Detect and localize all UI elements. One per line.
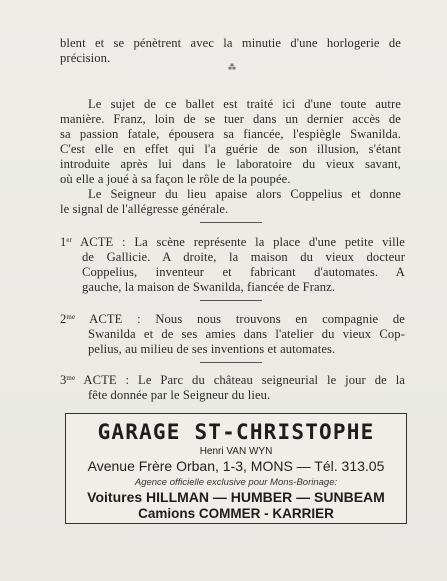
garage-name: GARAGE ST-CHRISTOPHE [97,420,375,444]
garage-owner: Henri VAN WYN [199,446,273,457]
act-2-label: ACTE : Nous nous trouvons en compagnie de [89,312,405,326]
section-divider [200,362,262,363]
intro-line-2: précision. [60,51,111,65]
garage-truck-brands: Camions COMMER - KARRIER [138,506,334,521]
act-3-line-1 [60,373,405,388]
synopsis-line-8: le signal de l'allégresse générale. [60,202,229,216]
act-2-number: $2^{me}$ [60,312,76,326]
act-1-label: ACTE : La scène représente la place d'une petite ville [80,235,405,249]
synopsis-line-1: Le sujet de ce ballet est traité ici d'une toute autre [88,97,401,111]
garage-car-brands: Voitures HILLMAN — HUMBER — SUNBEAM [87,489,385,505]
act-2-line-3: pelius, au milieu de ses inventions et automates. [88,342,336,356]
synopsis-line-4: C'est elle en effet qui l'a guérie de son illusion, s'étant [60,142,401,156]
act-1-line-4: gauche, la maison de Swanilda, fiancée de Franz. [82,280,336,294]
asterism-ornament: ⁂ [228,63,236,72]
act-3-line-2: fête donnée par le Seigneur du lieu. [88,388,271,402]
act-1-number: 1er [60,235,73,249]
garage-address: Avenue Frère Orban, 1-3, MONS — Tél. 313.05 [87,458,385,474]
intro-line-1: blent et se pénètrent avec la minutie d'une horlogerie de [60,36,401,50]
garage-agency-note: Agence officielle exclusive pour Mons-Borinage: [134,477,338,488]
act-1-line-1 [60,235,405,250]
act-1-line-2: de Gallicie. A droite, la maison du vieux docteur [82,250,405,264]
synopsis-line-7: Le Seigneur du lieu apaise alors Coppelius et donne [88,187,401,201]
synopsis-line-5: introduite après lui dans le laboratoire du vieux savant, [60,157,401,171]
section-divider [200,222,262,223]
garage-advertisement [65,413,407,524]
act-3-label: ACTE : Le Parc du château seigneurial le jour de la [83,373,405,387]
synopsis-line-3: sa passion fatale, épousera sa fiancée, l'espiègle Swanilda. [60,127,401,141]
synopsis-line-2: manière. Franz, loin de se tuer dans un dernier accès de [60,112,401,126]
act-2-line-2: Swanilda et de ses amies dans l'atelier du vieux Cop- [88,327,405,341]
act-1-line-3: Coppelius, inventeur et fabricant d'automates. A [82,265,405,279]
act-3-number: $3^{me}$ [60,373,76,387]
synopsis-line-6: où elle a joué à sa façon le rôle de la poupée. [60,172,291,186]
act-2-line-1 [60,312,405,327]
section-divider [200,300,262,301]
